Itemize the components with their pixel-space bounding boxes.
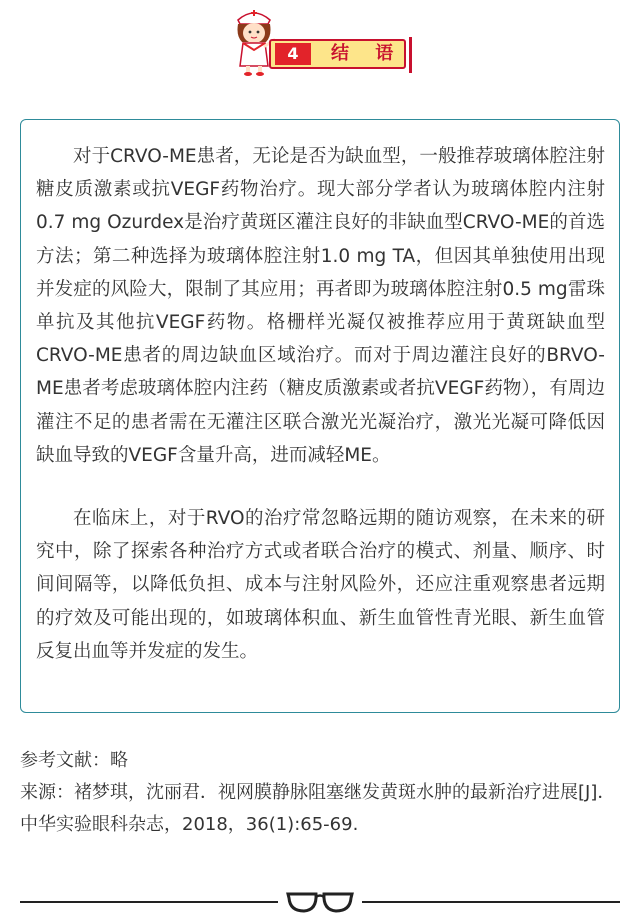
section-number: 4 (275, 43, 311, 65)
references-line (20, 745, 620, 777)
source-label: 来源 (20, 782, 56, 803)
conclusion-paragraph-2: 在临床上，对于RVO的治疗常忽略远期的随访观察，在未来的研究中，除了探索各种治疗方式或者联合治疗的模式、剂量、顺序、时间间隔等，以降低负担、成本与注射风险外，还应注重观察患者远期的疗效及可能出现的，如玻璃体积血、新生血管性青光眼、新生血管反复出血等并发症的发生。 (36, 508, 605, 662)
source-text: 褚梦琪，沈丽君．视网膜静脉阻塞继发黄斑水肿的最新治疗进展[J]．中华实验眼科杂志，2018，36(1):65-69. (20, 782, 616, 835)
references-value: 略 (110, 750, 128, 771)
footer-divider-right (362, 901, 620, 903)
source-separator: ： (56, 782, 74, 803)
section-title-banner (269, 39, 406, 69)
references-separator: ： (92, 750, 110, 771)
conclusion-paragraph-1: 对于CRVO-ME患者，无论是否为缺血型，一般推荐玻璃体腔注射糖皮质激素或抗VEGF药物治疗。现大部分学者认为玻璃体腔内注射0.7 mg Ozurdex是治疗黄斑区灌注良好的非缺血型CRVO-ME的首选方法；第二种选择为玻璃体腔注射1.0 mg TA，但因其单独使用出现并发症的风险大，限制了其应用；再者即为玻璃体腔注射0.5 mg雷珠单抗及其他抗VEGF药物。格栅样光凝仅被推荐应用于黄斑缺血型CRVO-ME患者的周边缺血区域治疗。而对于周边灌注良好的BRVO-ME患者考虑玻璃体腔内注药（糖皮质激素或者抗VEGF药物），有周边灌注不足的患者需在无灌注区联合激光光凝治疗，激光光凝可降低因缺血导致的VEGF含量升高，进而减轻ME。 (36, 146, 605, 466)
references-label: 参考文献 (20, 750, 92, 771)
footer-divider-left (20, 901, 278, 903)
conclusion-box (20, 119, 620, 713)
source-line (20, 777, 620, 841)
section-header (230, 6, 420, 76)
glasses-icon (286, 888, 354, 914)
section-title: 结 语 (331, 43, 404, 64)
banner-end-bar (409, 37, 412, 73)
references-section (20, 745, 620, 841)
